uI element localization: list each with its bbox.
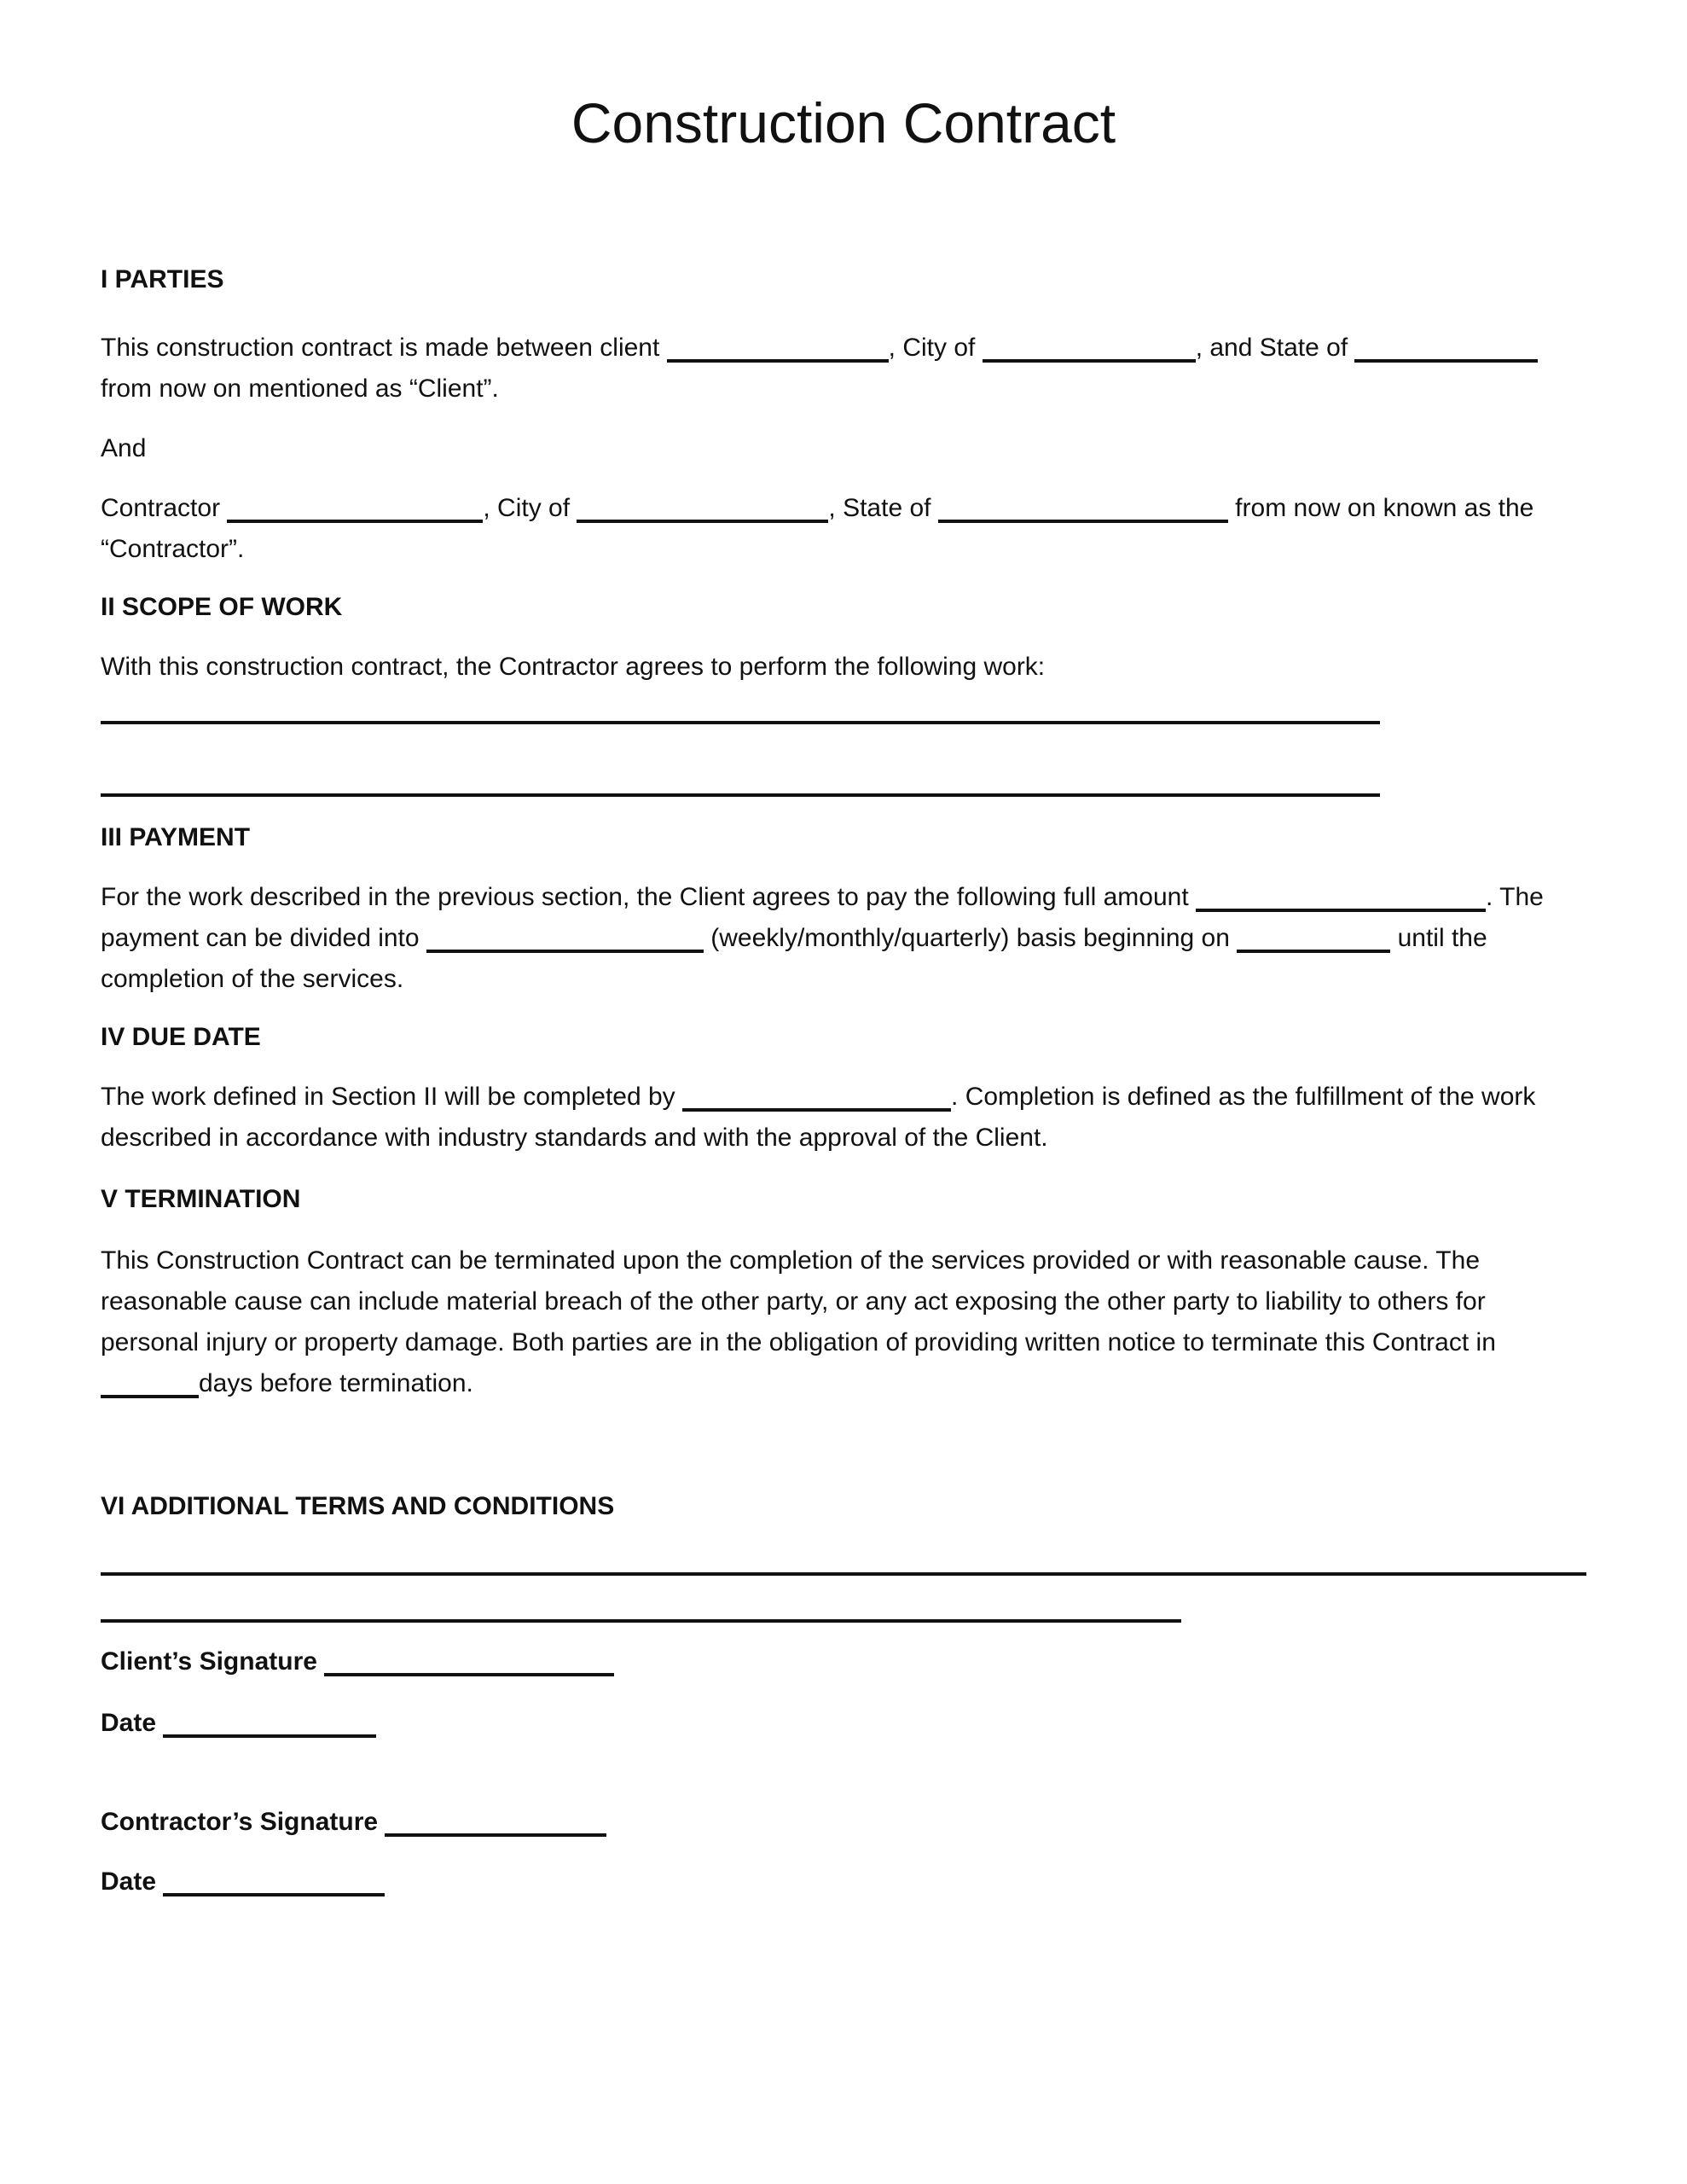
client-signature-label: Client’s Signature: [101, 1647, 325, 1676]
contractor-date-blank[interactable]: [163, 1871, 385, 1896]
heading-due-date: IV DUE DATE: [101, 1023, 261, 1051]
payment-text-1: For the work described in the previous section, the Client agrees to pay the following full amount: [101, 883, 1197, 911]
parties-paragraph: [101, 328, 1586, 410]
heading-parties: I PARTIES: [101, 265, 224, 293]
contractor-paragraph: [101, 488, 1586, 570]
contractor-name-blank[interactable]: [227, 497, 483, 523]
client-signature-row: [101, 1641, 1586, 1682]
completion-date-blank[interactable]: [682, 1086, 951, 1112]
client-date-row: [101, 1703, 1586, 1744]
scope-intro: With this construction contract, the Contractor agrees to perform the following work:: [101, 653, 1046, 681]
client-date-blank[interactable]: [163, 1712, 376, 1738]
contractor-text-4: from now on known as the “Contractor”.: [101, 494, 1534, 563]
contractor-city-blank[interactable]: [577, 497, 828, 523]
and-connector: And: [101, 434, 147, 462]
due-date-paragraph: [101, 1077, 1586, 1159]
termination-text-1: This Construction Contract can be terminated upon the completion of the services provided or with reasonable cause. The reasonable cause can include material breach of the other party, or any act exposing the other party to liability to others for personal injury or property damage. Both parties are in the obligation of providing written notice to terminate this Contract in: [101, 1246, 1496, 1356]
payment-text-2: . The payment can be divided into: [101, 883, 1544, 952]
client-date-label: Date: [101, 1709, 164, 1737]
client-city-blank[interactable]: [983, 337, 1196, 363]
payment-interval-blank[interactable]: [426, 927, 704, 953]
payment-begin-date-blank[interactable]: [1237, 927, 1390, 953]
heading-termination: V TERMINATION: [101, 1185, 301, 1213]
termination-text-2: days before termination.: [199, 1369, 473, 1397]
contractor-signature-row: [101, 1802, 1586, 1843]
termination-paragraph: [101, 1240, 1586, 1404]
due-date-text-2: . Completion is defined as the fulfillment of the work described in accordance with industry standards and with the approval of the Client.: [101, 1083, 1536, 1152]
scope-work-line-1[interactable]: [101, 721, 1380, 724]
contractor-date-row: [101, 1862, 1586, 1902]
parties-text-1: This construction contract is made between client: [101, 334, 667, 362]
due-date-text-1: The work defined in Section II will be completed by: [101, 1083, 683, 1111]
parties-text-2: , City of: [888, 334, 983, 362]
additional-terms-line-1[interactable]: [101, 1572, 1586, 1576]
contractor-signature-label: Contractor’s Signature: [101, 1808, 386, 1836]
contractor-state-blank[interactable]: [938, 497, 1228, 523]
heading-additional-terms: VI ADDITIONAL TERMS AND CONDITIONS: [101, 1492, 615, 1520]
parties-text-3: , and State of: [1195, 334, 1355, 362]
payment-amount-blank[interactable]: [1196, 886, 1486, 912]
client-name-blank[interactable]: [667, 337, 889, 363]
document-title: Construction Contract: [571, 91, 1116, 154]
contractor-date-label: Date: [101, 1867, 164, 1896]
additional-terms-line-2[interactable]: [101, 1619, 1181, 1623]
contractor-signature-blank[interactable]: [385, 1811, 606, 1837]
payment-paragraph: [101, 877, 1586, 1000]
payment-text-3: (weekly/monthly/quarterly) basis beginning on: [703, 924, 1238, 952]
heading-scope-of-work: II SCOPE OF WORK: [101, 593, 343, 621]
notice-days-blank[interactable]: [101, 1373, 199, 1398]
contractor-text-1: Contractor: [101, 494, 228, 522]
payment-text-4: until the completion of the services.: [101, 924, 1487, 993]
scope-work-line-2[interactable]: [101, 793, 1380, 797]
parties-text-4: from now on mentioned as “Client”.: [101, 375, 499, 403]
client-state-blank[interactable]: [1354, 337, 1538, 363]
client-signature-blank[interactable]: [324, 1651, 614, 1676]
heading-payment: III PAYMENT: [101, 823, 251, 851]
contractor-text-2: , City of: [483, 494, 577, 522]
contractor-text-3: , State of: [828, 494, 938, 522]
